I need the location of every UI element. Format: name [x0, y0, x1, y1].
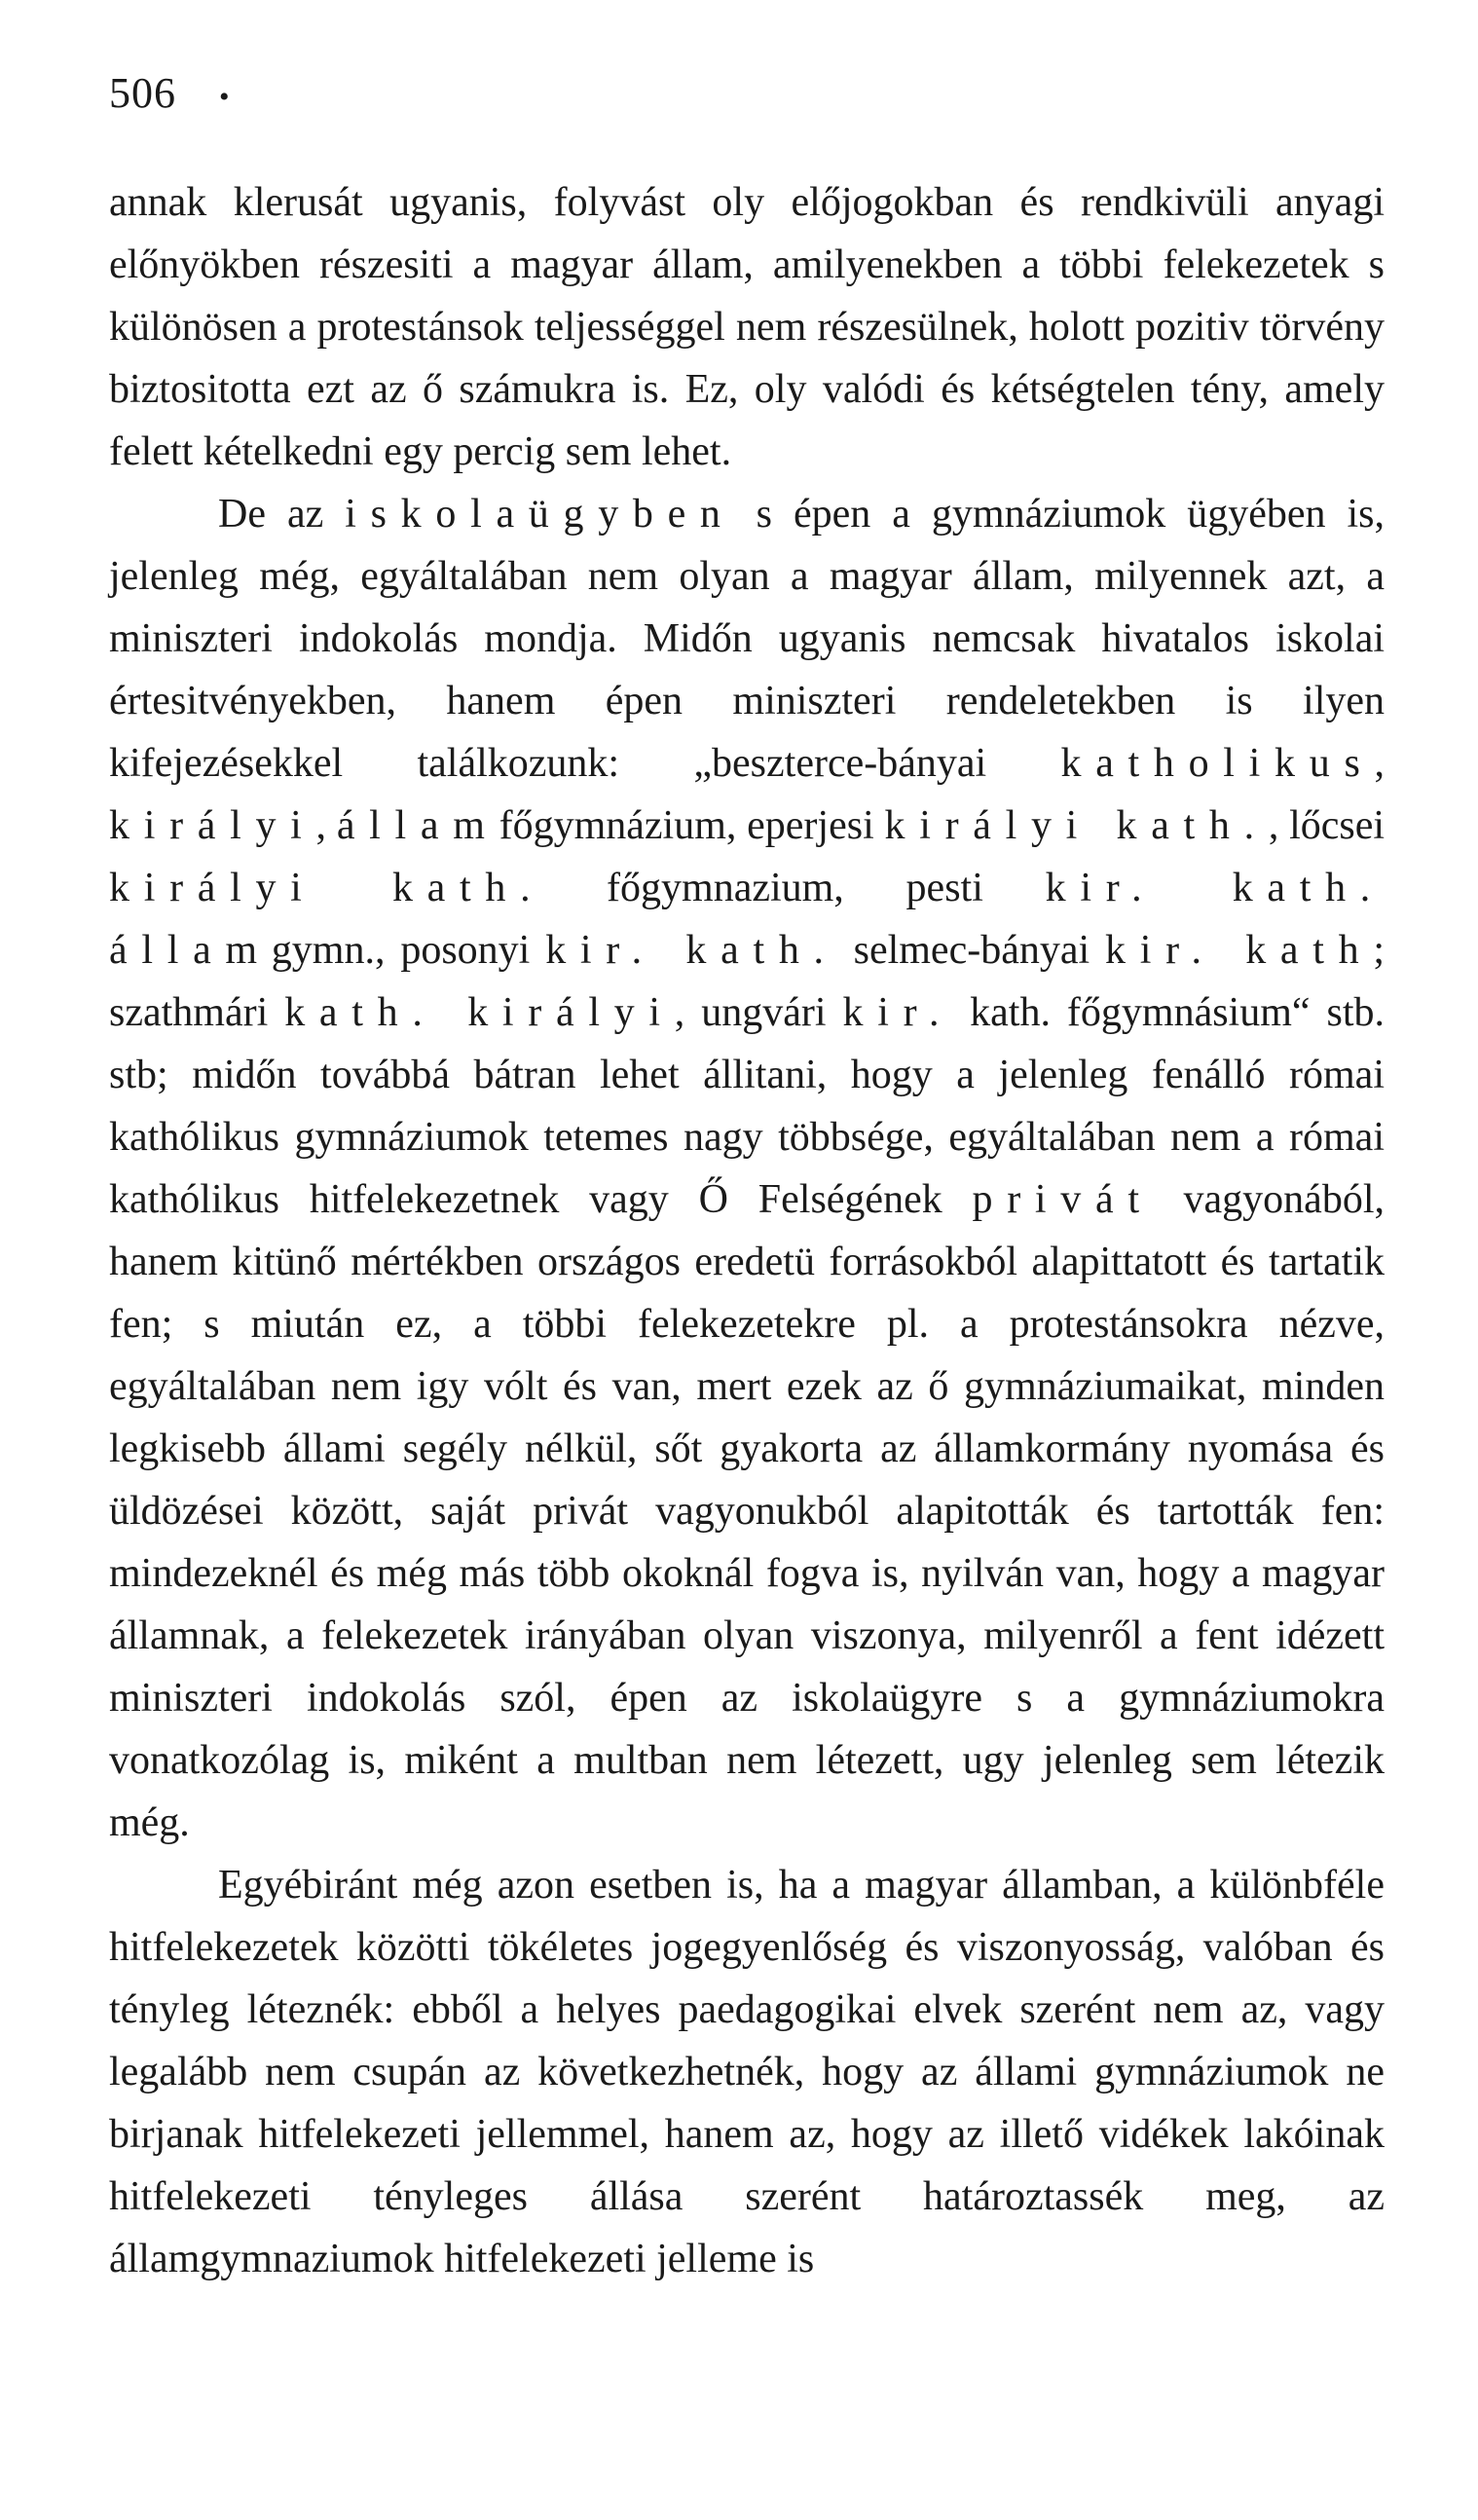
spaced-emphasis-text: kir. kath. — [545, 928, 838, 973]
spaced-emphasis-text: királyi kath. — [884, 803, 1269, 848]
spaced-emphasis-text: állam — [336, 803, 499, 848]
spaced-emphasis-text: királyi kath. — [109, 866, 545, 910]
page-number: 506 — [109, 69, 176, 117]
paragraph-text-segment: főgymnazium, pesti — [544, 866, 1046, 910]
paragraph-text-segment: s épen a gymnáziumok ügyében is, jelenleg még, egyáltalában nem olyan a magyar állam, milyennek azt, a miniszteri indokolás mondja. Midőn ugyanis nemcsak hivatalos iskolai értesitvényekben, hanem épen miniszteri rendeletekben is ilyen kifejezésekkel találkozunk: „beszterce-bányai — [109, 492, 1385, 786]
paragraph-text-segment: kath. főgymnásium“ stb. stb; midőn továbbá bátran lehet állitani, hogy a jelenleg fenálló római kathólikus gymnáziumok tetemes nagy többsége, egyáltalában nem a római kathólikus hitfelekezetnek vagy Ő Felségének — [109, 990, 1386, 1222]
spaced-emphasis-text: királyi — [109, 803, 316, 848]
paragraph-text-segment: vagyonából, hanem kitünő mértékben országos eredetü forrásokból alapittatott és tartatik fen; s miután ez, a többi felekezetekre pl. a protestánsokra nézve, egyáltalában nem igy vólt és van, mert ezek az ő gymnáziumaikat, minden legkisebb állami segély nélkül, sőt gyakorta az államkormány nyomása és üldözései között, saját privát vagyonukból alapitották és tartották fen: mindezeknél és még más több okoknál fogva is, nyilván van, hogy a magyar államnak, a felekezetek irányában olyan viszonya, milyenről a fent idézett miniszteri indokolás szól, épen az iskolaügyre s a gymnáziumokra vonatkozólag is, miként a multban nem létezett, ugy jelenleg sem létezik még. — [109, 1177, 1385, 1845]
spaced-emphasis-text: iskolaügyben — [345, 492, 735, 537]
paragraph-2 — [109, 483, 1385, 1854]
paragraph-1: annak klerusát ugyanis, folyvást oly előjogokban és rendkivüli anyagi előnyökben részesiti a magyar állam, amilyenekben a többi felekezetek s különösen a protestánsok teljességgel nem részesülnek, holott pozitiv törvény biztositotta ezt az ő számukra is. Ez, oly valódi és kétségtelen tény, amely felett kételkedni egy percig sem lehet. — [109, 180, 1385, 474]
paragraph-3: Egyébiránt még azon esetben is, ha a magyar államban, a különbféle hitfelekezetek közötti tökéletes jogegyenlőség és viszonyosság, valóban és tényleg léteznék: ebből a helyes paedagogikai elvek szerént nem az, vagy legalább nem csupán az következhetnék, hogy az állami gymnáziumok ne birjanak hitfelekezeti jellemmel, hanem az, hogy az illető vidékek lakóinak hitfelekezeti tényleges állása szerént határoztassék meg, az államgymnaziumok hitfelekezeti jelleme is — [109, 1863, 1385, 2281]
page-header — [109, 68, 231, 118]
body-text — [109, 171, 1385, 2290]
paragraph-text-segment: ; szathmári — [109, 928, 1386, 1035]
paragraph-text-segment: selmec-bányai — [837, 928, 1106, 973]
paragraph-text-segment: , lőcsei — [1268, 803, 1386, 848]
spaced-emphasis-text: kir. kath — [1105, 928, 1374, 973]
spaced-emphasis-text: katholikus — [1060, 741, 1375, 786]
header-dot: • — [219, 80, 231, 113]
paragraph-text-segment: De az — [218, 492, 346, 537]
spaced-emphasis-text: kir. kath. állam — [109, 866, 1386, 973]
spaced-emphasis-text: kath. királyi — [284, 990, 675, 1035]
spaced-emphasis-text: kir. — [842, 990, 954, 1035]
paragraph-text-segment: , ungvári — [674, 990, 843, 1035]
paragraph-text-segment: , — [315, 803, 337, 848]
paragraph-text-segment: , — [1374, 741, 1385, 786]
spaced-emphasis-text: privát — [972, 1177, 1154, 1222]
paragraph-text-segment: gymn., posonyi — [271, 928, 546, 973]
paragraph-text-segment: főgymnázium, eperjesi — [499, 803, 885, 848]
